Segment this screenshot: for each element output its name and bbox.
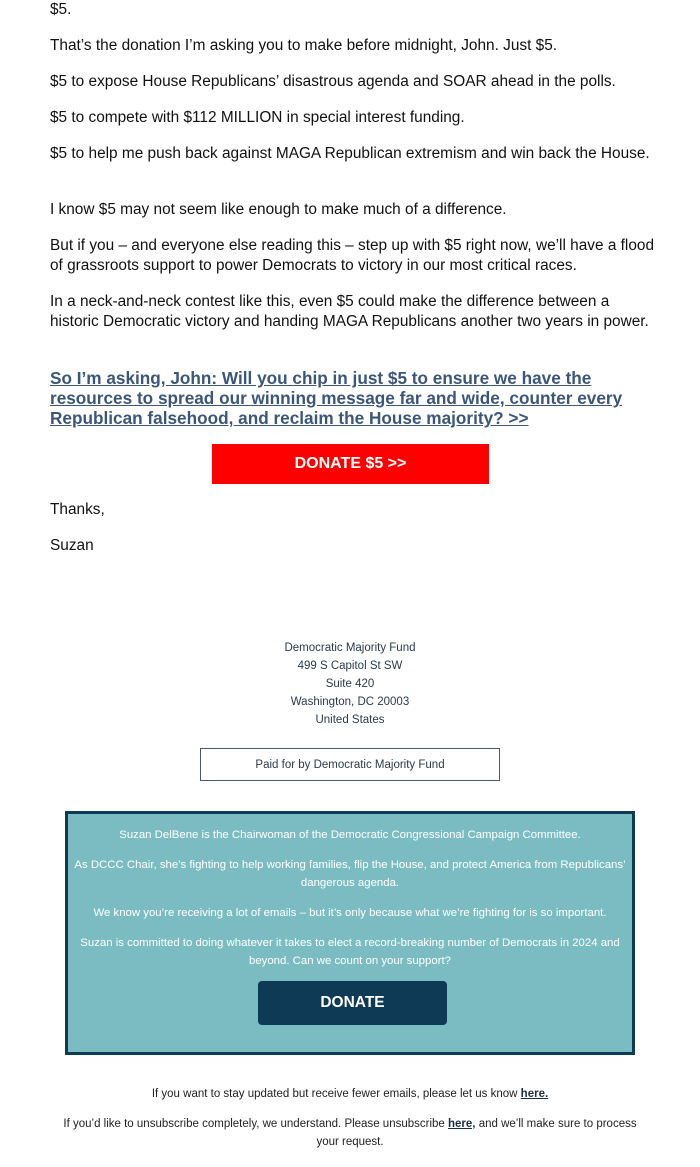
- unsubscribe-link[interactable]: here,: [448, 1118, 476, 1130]
- signoff-thanks: Thanks,: [50, 501, 105, 518]
- fewer-emails-text: If you want to stay updated but receive fewer emails, please let us know: [151, 1088, 521, 1100]
- mailing-address: [0, 639, 700, 729]
- info-box: [65, 811, 635, 1055]
- paragraph-contest: In a neck-and-neck contest like this, even $5 could make the difference between a historic Democratic victory and handing MAGA Republicans another two years in power.: [50, 293, 649, 330]
- address-street: 499 S Capitol St SW: [297, 660, 403, 672]
- cta-donate-link[interactable]: So I’m asking, John: Will you chip in just $5 to ensure we have the resources to spread our winning message far and wide, counter every Republican falsehood, and reclaim the House majority? >>: [50, 368, 623, 428]
- address-country: United States: [315, 714, 385, 726]
- paid-for-disclaimer: [200, 748, 500, 781]
- paragraph-ask: That’s the donation I’m asking you to make before midnight, John. Just $5.: [50, 37, 558, 54]
- donate-5-button[interactable]: DONATE $5 >>: [212, 444, 489, 484]
- paragraph-intro: $5.: [50, 1, 72, 18]
- paragraph-expose: $5 to expose House Republicans’ disastrous agenda and SOAR ahead in the polls.: [50, 73, 616, 90]
- paragraph-enough: I know $5 may not seem like enough to make much of a difference.: [50, 201, 507, 218]
- signoff-name: Suzan: [50, 537, 94, 554]
- paragraph-compete: $5 to compete with $112 MILLION in special interest funding.: [50, 109, 465, 126]
- fewer-emails-link[interactable]: here.: [520, 1088, 549, 1100]
- paragraph-grassroots: But if you – and everyone else reading this – step up with $5 right now, we’ll have a flood of grassroots support to power Democrats to victory in our most critical races.: [50, 237, 655, 274]
- info-commitment: Suzan is committed to doing whatever it takes to elect a record-breaking number of Democrats in 2024 and beyond. Can we count on your support?: [80, 937, 620, 967]
- address-org: Democratic Majority Fund: [284, 642, 416, 654]
- info-emails: We know you’re receiving a lot of emails – but it’s only because what we’re fighting for is so important.: [93, 907, 607, 919]
- address-suite: Suite 420: [325, 678, 375, 690]
- unsubscribe-text-end: and we’ll make sure to process your request.: [316, 1118, 637, 1148]
- footer-unsubscribe: [60, 1115, 640, 1151]
- address-city: Washington, DC 20003: [290, 696, 410, 708]
- donate-button[interactable]: DONATE: [258, 981, 447, 1025]
- info-chair: Suzan DelBene is the Chairwoman of the Democratic Congressional Campaign Committee.: [119, 829, 581, 841]
- paragraph-pushback: $5 to help me push back against MAGA Republican extremism and win back the House.: [50, 145, 650, 162]
- footer-fewer-emails: [60, 1085, 640, 1103]
- paid-for-text: Paid for by Democratic Majority Fund: [255, 758, 445, 771]
- unsubscribe-text-start: If you’d like to unsubscribe completely, we understand. Please unsubscribe: [63, 1118, 449, 1130]
- info-dccc: As DCCC Chair, she’s fighting to help working families, flip the House, and protect America from Republicans’ dangerous agenda.: [74, 859, 626, 889]
